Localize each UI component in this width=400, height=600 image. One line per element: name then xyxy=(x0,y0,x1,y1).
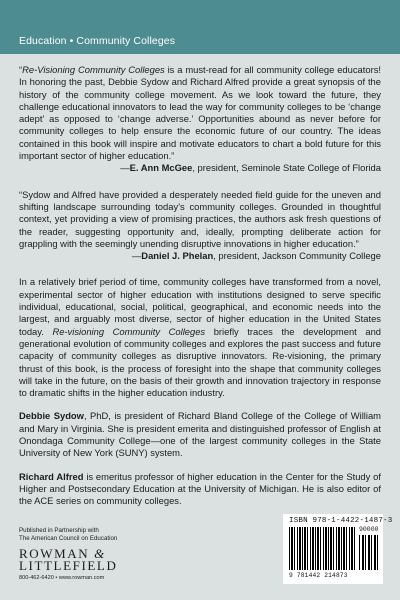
endorsement-1 xyxy=(19,64,381,175)
category-label: Education • Community Colleges xyxy=(19,35,176,47)
header-band xyxy=(0,0,400,54)
author-name: Debbie Sydow xyxy=(19,410,84,422)
author-bio-1 xyxy=(19,410,381,459)
dash: — xyxy=(131,250,142,262)
endorser-affiliation: , president, Jackson Community College xyxy=(213,250,381,262)
endorsement-2 xyxy=(19,189,381,263)
publisher-block xyxy=(19,527,199,582)
endorsement-2-attribution xyxy=(19,250,381,262)
endorser-name: Daniel J. Phelan xyxy=(141,250,214,262)
author-bio-2 xyxy=(19,471,381,508)
endorsement-1-quote xyxy=(19,64,381,162)
ean-number: 9 781442 214873 xyxy=(289,572,348,579)
barcode-addon-number: 90000 xyxy=(359,526,379,533)
book-description xyxy=(19,276,381,399)
logo-word-rowman: ROWMAN xyxy=(19,546,90,561)
endorser-affiliation: , president, Seminole State College of Florida xyxy=(192,162,381,174)
description-text-2: briefly traces the development and generational evolution of community colleges and explores the past success and future capacity of community colleges as disruptive innovators. Re-visioning, the primary thrust of this book, is the process of foresight into the shape that community colleges will take in the future, on the basis of their growth and innovation trajectory in response to dramatic shifts in the higher education industry. xyxy=(19,325,382,399)
endorsement-2-quote: “Sydow and Alfred have provided a desperately needed field guide for the uneven and shifting landscape surrounding today’s community colleges. Grounded in thoughtful context, yet providing a view of promising practices, the authors ask fresh questions of the reader, suggesting opportunity and, ideally, prompting deliberate action for grappling with the seemingly unending disruptive innovations in higher education.” xyxy=(19,188,381,249)
publisher-contact: 800-462-6420 • www.rowman.com xyxy=(19,575,105,581)
bio-text: is emeritus professor of higher education in the Center for the Study of Higher and Postsecondary Education at the University of Michigan. He is also editor of the ACE series on community colleges. xyxy=(19,470,381,507)
dash: — xyxy=(120,162,130,174)
open-quote-mark: “ xyxy=(19,64,23,75)
book-title-italic: Re-Visioning Community Colleges xyxy=(22,64,165,75)
bio-paragraph xyxy=(19,471,381,508)
cover-text-area xyxy=(19,64,381,519)
description-text-1: In a relatively brief period of time, community colleges have transformed from a novel, experimental sector of higher education with institutions designed to serve specific individual, educational, social, political, geographical, and economic needs into the largest, and arguably most diverse, sector of higher education in the United States today. xyxy=(19,276,381,337)
description-paragraph xyxy=(19,276,381,399)
barcode-addon xyxy=(359,535,378,570)
isbn-label: ISBN 978-1-4422-1487-3 xyxy=(289,517,393,525)
endorsement-1-attribution xyxy=(19,162,381,174)
barcode-main xyxy=(289,527,355,570)
barcode-box xyxy=(283,514,393,584)
bio-paragraph xyxy=(19,410,381,459)
logo-line-2: LITTLEFIELD xyxy=(19,558,118,573)
book-title-italic: Re-visioning Community Colleges xyxy=(52,325,206,337)
publisher-logo xyxy=(19,548,199,572)
endorser-name: E. Ann McGee xyxy=(129,162,193,174)
partnership-line-2: The American Council on Education xyxy=(19,535,118,542)
partnership-line-1: Published in Partnership with xyxy=(19,527,99,534)
author-name: Richard Alfred xyxy=(19,470,84,482)
bio-text: , PhD, is president of Richard Bland College of the College of William and Mary in Virginia. She is president emerita and distinguished professor of English at Onondaga Community College—one of the largest community colleges in the State University of New York (SUNY) system. xyxy=(19,410,381,459)
endorsement-1-text: is a must-read for all community college educators! In honoring the past, Debbie Sydow and Richard Alfred provide a great synopsis of the history of the community college movement. As we look toward the future, they challenge educational innovators to lead the way for community colleges to be ‘change adept’ as opposed to ‘change adverse.’ Opportunities abound as never before for community colleges to help ensure the economic future of our country. The ideas contained in this book will inspire and motivate educators to chart a bold future for this important sector of higher education.” xyxy=(19,64,381,162)
logo-ampersand: & xyxy=(94,546,105,561)
